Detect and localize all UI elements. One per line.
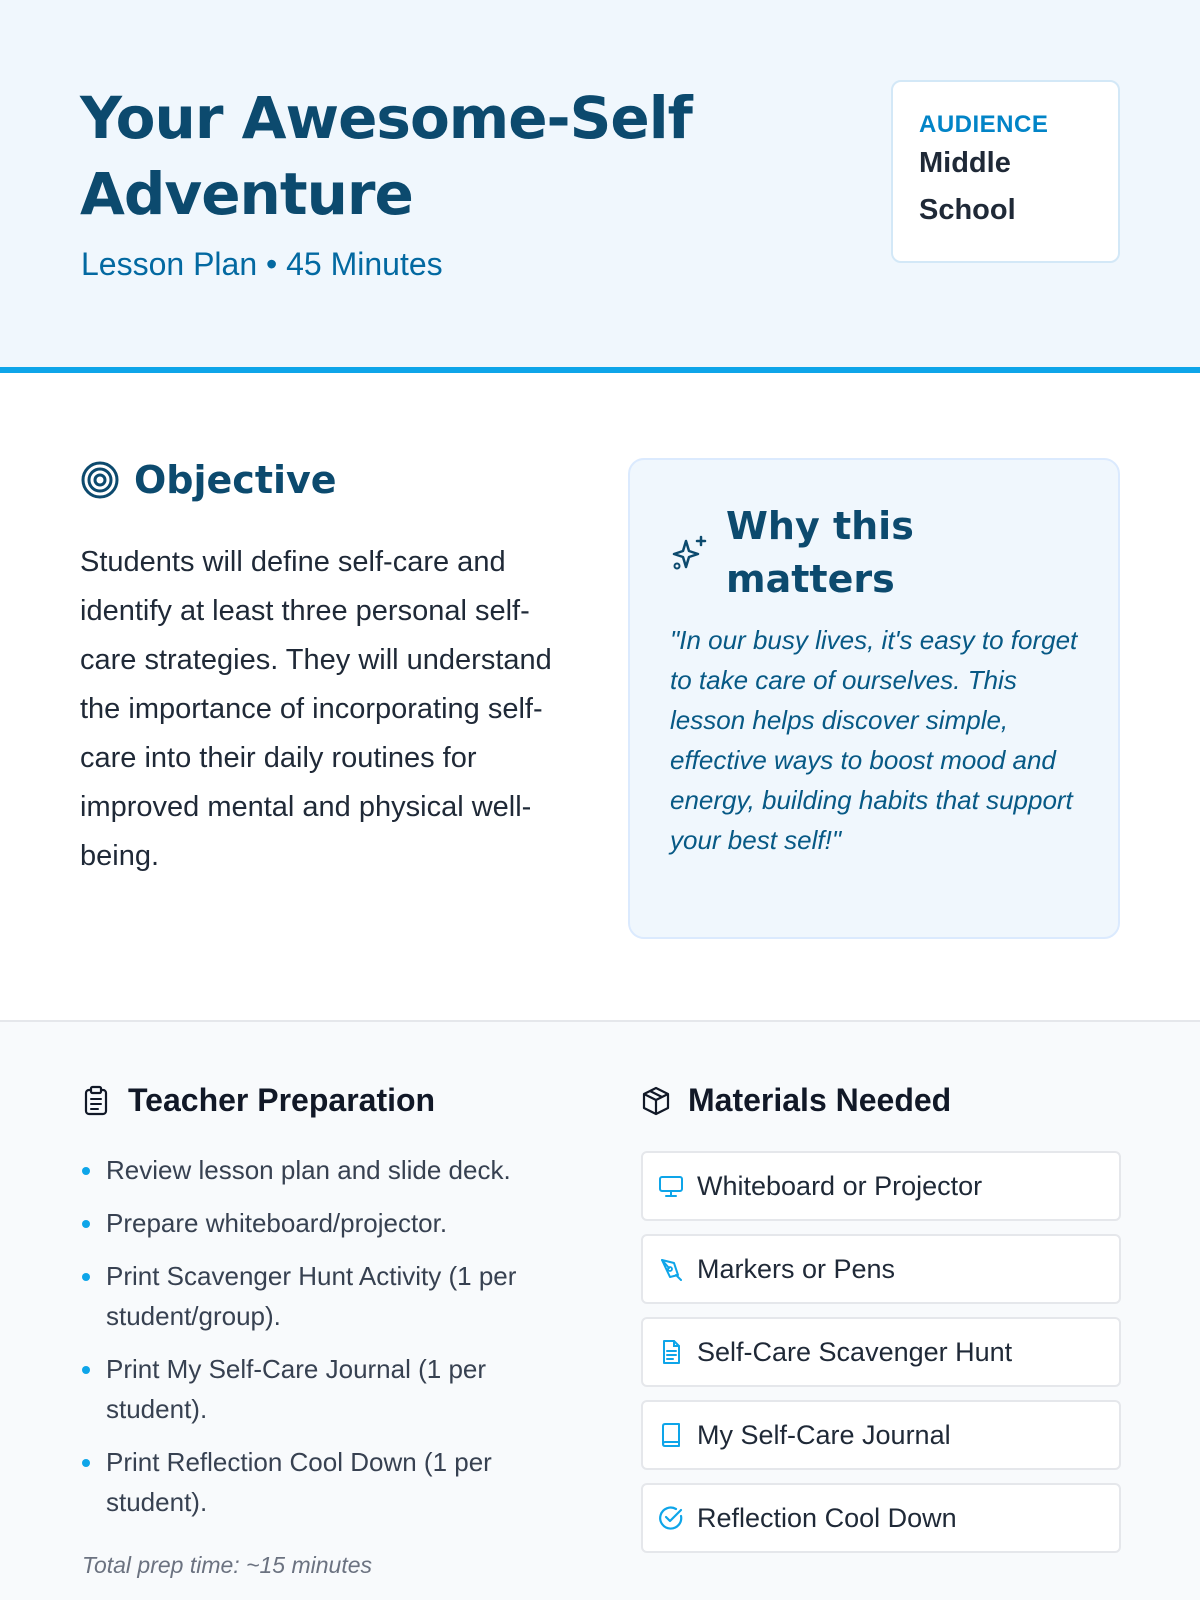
book-icon <box>657 1421 685 1449</box>
prep-time-note: Total prep time: ~15 minutes <box>82 1552 373 1578</box>
check-circle-icon <box>657 1504 685 1532</box>
material-item <box>641 1400 1121 1470</box>
clipboard-icon <box>80 1085 112 1117</box>
materials-list <box>641 1151 1121 1566</box>
list-item-text: Review lesson plan and slide deck. <box>106 1155 511 1185</box>
objective-heading <box>80 458 337 502</box>
sparkle-icon <box>670 533 710 573</box>
lower-section <box>0 1020 1200 1600</box>
pen-icon <box>657 1255 685 1283</box>
why-card <box>628 458 1120 939</box>
preparation-list <box>80 1150 560 1535</box>
list-item-text: Print Scavenger Hunt Activity (1 per student/group). <box>106 1261 517 1331</box>
material-item <box>641 1317 1121 1387</box>
page-subtitle: Lesson Plan • 45 Minutes <box>81 246 443 282</box>
header <box>0 0 1200 373</box>
list-item-text: Prepare whiteboard/projector. <box>106 1208 448 1238</box>
list-item <box>80 1150 560 1190</box>
preparation-title: Teacher Preparation <box>128 1082 436 1118</box>
list-item-text: Print Reflection Cool Down (1 per student). <box>106 1447 492 1517</box>
audience-value: Middle School <box>919 147 1016 226</box>
document-icon <box>657 1338 685 1366</box>
list-item-text: Print My Self-Care Journal (1 per student). <box>106 1354 487 1424</box>
audience-card <box>891 80 1120 263</box>
bullet-dot <box>82 1366 90 1374</box>
material-label: Whiteboard or Projector <box>697 1170 983 1201</box>
objective-title: Objective <box>134 458 337 502</box>
material-item <box>641 1483 1121 1553</box>
preparation-heading <box>80 1082 435 1119</box>
materials-title: Materials Needed <box>688 1082 952 1118</box>
material-label: Self-Care Scavenger Hunt <box>697 1336 1013 1367</box>
material-label: Reflection Cool Down <box>697 1502 957 1533</box>
bullet-dot <box>82 1167 90 1175</box>
material-label: My Self-Care Journal <box>697 1419 951 1450</box>
material-item <box>641 1234 1121 1304</box>
list-item <box>80 1256 560 1336</box>
audience-label: AUDIENCE <box>919 111 1049 138</box>
material-item <box>641 1151 1121 1221</box>
bullet-dot <box>82 1459 90 1467</box>
objective-text: Students will define self-care and identify at least three personal self-care strategies. They will understand the importance of incorporating self-care into their daily routines for improved mental and physical well-being. <box>80 546 552 872</box>
list-item <box>80 1203 560 1243</box>
bullet-dot <box>82 1220 90 1228</box>
page-title: Your Awesome-Self Adventure <box>80 84 692 228</box>
list-item <box>80 1442 560 1522</box>
materials-heading <box>640 1082 951 1119</box>
why-heading <box>670 500 986 606</box>
package-icon <box>640 1085 672 1117</box>
material-label: Markers or Pens <box>697 1253 896 1284</box>
monitor-icon <box>657 1172 685 1200</box>
bullet-dot <box>82 1273 90 1281</box>
list-item <box>80 1349 560 1429</box>
target-icon <box>80 460 120 500</box>
why-title: Why this matters <box>726 504 914 601</box>
why-quote: "In our busy lives, it's easy to forget to take care of ourselves. This lesson helps discover simple, effective ways to boost mood and energy, building habits that support your best self!" <box>670 625 1078 855</box>
